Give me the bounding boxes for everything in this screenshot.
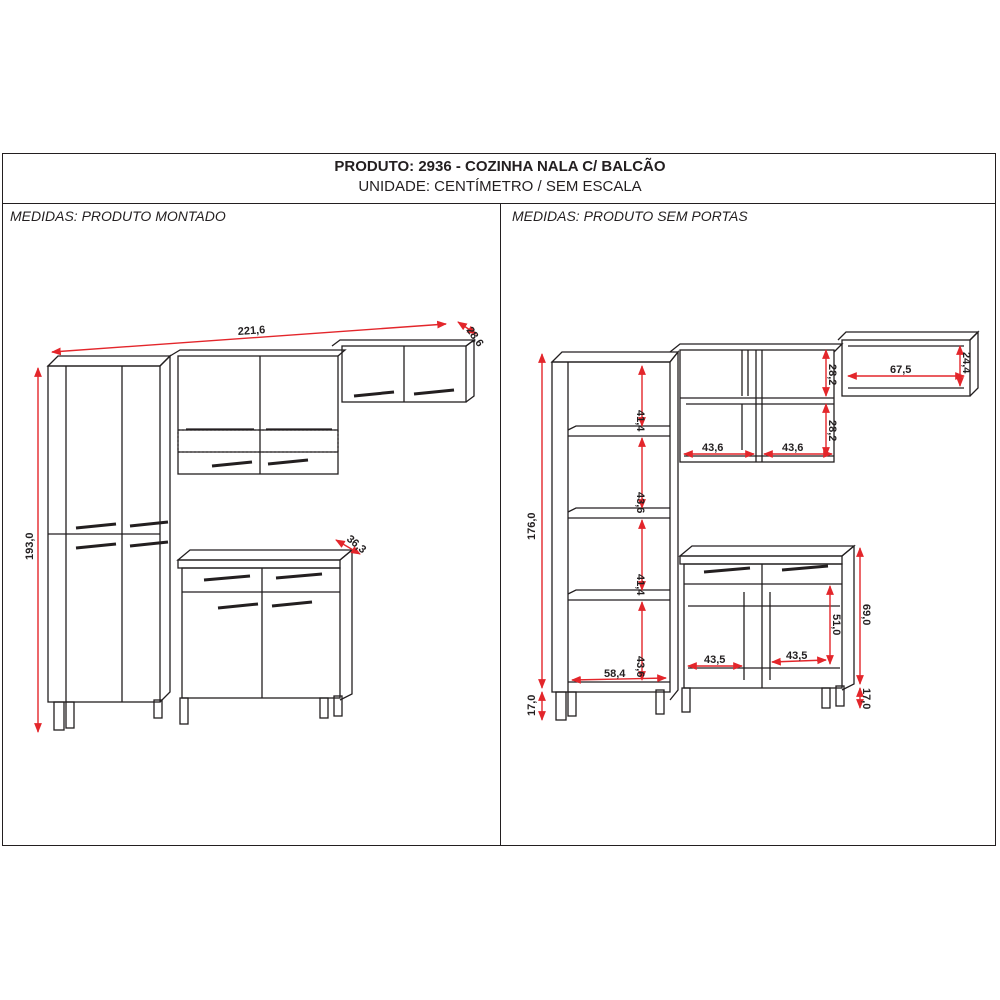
height-label: 193,0	[24, 532, 36, 560]
shelf2-label: 43,6	[634, 492, 646, 514]
depth-top-label: 28,6	[463, 324, 486, 350]
shelf3-label: 41,4	[634, 574, 646, 596]
shelf1-label: 41,4	[634, 410, 646, 432]
inner-width-tall-label: 58,4	[604, 668, 626, 680]
base-w1-label: 43,5	[704, 654, 726, 666]
tall-open-cabinet	[552, 352, 678, 720]
assembled-cabinet-drawing	[48, 340, 474, 730]
base-w2-label: 43,5	[786, 650, 808, 662]
upper-w2-label: 43,6	[782, 442, 804, 454]
left-panel-label: MEDIDAS: PRODUTO MONTADO	[10, 208, 226, 224]
leg-left-label: 17,0	[526, 694, 538, 716]
base-inner-height-label: 51,0	[830, 614, 842, 636]
assembled-dimensions	[38, 322, 476, 732]
width-label: 221,6	[237, 324, 266, 338]
upper-h1-label: 28,2	[826, 364, 838, 386]
base-height-label: 69,0	[860, 604, 872, 626]
tall-cabinet	[48, 356, 170, 730]
upper-cabinet	[170, 350, 345, 474]
upper-w1-label: 43,6	[702, 442, 724, 454]
tall-height-label: 176,0	[526, 512, 538, 540]
open-dimensions	[542, 346, 964, 720]
shelf4-label: 43,6	[634, 656, 646, 678]
small-width-label: 67,5	[890, 364, 912, 376]
upper-open-cabinet	[670, 344, 842, 462]
depth-counter-label: 36,3	[344, 533, 369, 557]
upper-h2-label: 28,2	[826, 420, 838, 442]
small-upper-cabinet	[332, 340, 474, 402]
product-title: PRODUTO: 2936 - COZINHA NALA C/ BALCÃO	[334, 158, 666, 175]
leg-right-label: 17,0	[860, 688, 872, 710]
open-cabinet-drawing	[552, 332, 978, 720]
base-counter-cabinet	[178, 550, 352, 724]
right-panel-label: MEDIDAS: PRODUTO SEM PORTAS	[512, 208, 748, 224]
unit-subtitle: UNIDADE: CENTÍMETRO / SEM ESCALA	[358, 178, 642, 195]
base-open-cabinet	[680, 546, 854, 712]
small-height-label: 24,4	[960, 352, 972, 374]
